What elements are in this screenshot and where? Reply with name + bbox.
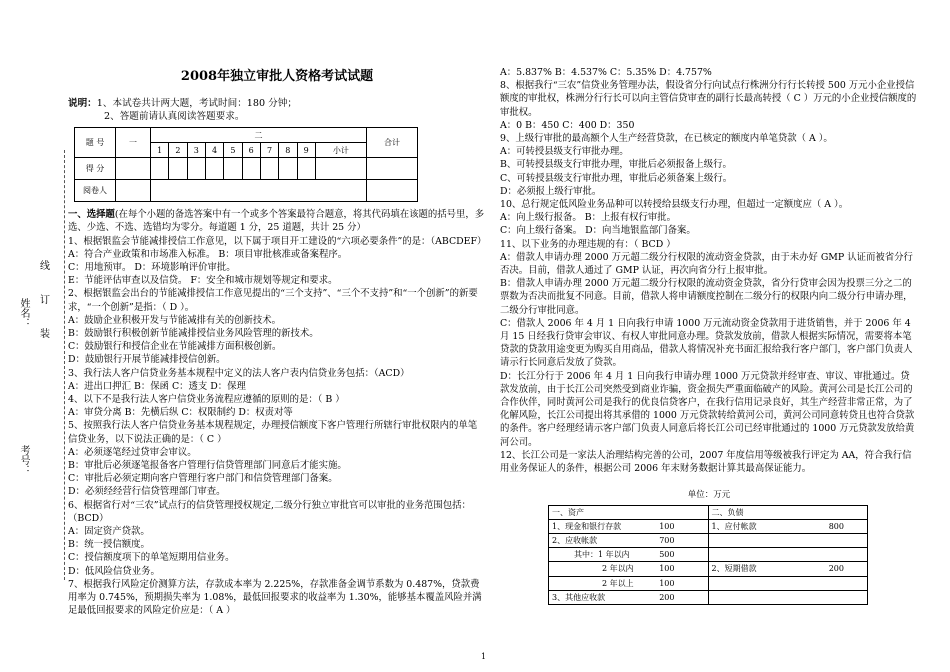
score-col-total: 合计 bbox=[367, 128, 418, 158]
question-line: 6、根据省行对“三农”试点行的信贷管理授权规定,二级分行独立审批官可以审批的业务范围包括：（BCD） bbox=[68, 499, 471, 524]
fin-label: 3、其他应收款 bbox=[552, 592, 606, 602]
exam-title: 2008年独立审批人资格考试试题 bbox=[180, 69, 374, 84]
question-line: C：授信额度项下的单笔短期用信业务。 bbox=[68, 552, 235, 564]
question-line: A：可转授县级支行审批办理。 bbox=[500, 146, 629, 158]
question-line: D：必须经经营行信贷管理部门审查。 bbox=[68, 486, 226, 498]
question-line: D：鼓励银行开展节能减排授信创新。 bbox=[68, 354, 226, 366]
score-col-two: 二 bbox=[151, 128, 367, 143]
name-label: 姓名： bbox=[18, 298, 29, 328]
fin-row-left bbox=[549, 562, 709, 576]
score-sub: 9 bbox=[297, 143, 315, 158]
fin-row-left bbox=[549, 576, 709, 590]
fin-value: 100 bbox=[659, 578, 675, 588]
fin-label: 1、应付帐款 bbox=[711, 521, 757, 531]
question-line: B：借款人申请办理 2000 万元超二级分行权限的流动资金贷款，省分行贷审会因为投票三分之二的票数为否决而批复不同意。目前，借款人将申请额度控制在二级分行的权限内向二级分行申请办理，二级分行审批同意。 bbox=[500, 278, 913, 316]
grader-row-label: 阅卷人 bbox=[75, 180, 116, 202]
question-line: 7、根据我行风险定价测算方法，存款成本率为 2.225%，存款准备金调节系数为 0.487%，贷款费用率为 0.745%，预期损失率为 1.08%，最低回报要求的收益率为 1.30%，能够基本覆盖风险并满足最低回报要求的风险定价应是：（ A ） bbox=[68, 578, 482, 617]
liabilities-header: 二、负债 bbox=[708, 505, 868, 519]
fin-row-left bbox=[549, 548, 709, 562]
page-number: 1 bbox=[481, 652, 487, 661]
score-sub: 1 bbox=[151, 143, 169, 158]
question-line: 10、总行规定低风险业务品种可以转授给县级支行办理，但超过一定额度应（ A ）。 bbox=[500, 199, 849, 211]
question-line: A：符合产业政策和市场准入标准。 B：项目审批核准或备案程序。 bbox=[68, 248, 348, 260]
financial-table bbox=[548, 505, 868, 605]
instructions-line2: 2、答题前请认真阅读答题要求。 bbox=[104, 111, 245, 123]
question-line: 12、长江公司是一家法人治理结构完善的公司，2007 年度信用等级被我行评定为 AA，符合我行信用业务保证人的条件，根据公司 2006 年末财务数据计算其最高保证能力。 bbox=[500, 449, 912, 475]
score-col-item: 题 号 bbox=[75, 128, 116, 158]
question-line: D：长江分行于 2006 年 4 月 1 日向我行申请办理 1000 万元贷款并经审查、审议、审批通过。贷款发放前，由于长江公司突然受到商业诈骗，资金损失严重面临破产的风险。黄河公司是长江公司的合作伙伴，同时黄河公司是我行的优良信贷客户，在我行信用记录良好，其生产经营非常正常，为了化解风险，长江公司提出将其承借的 1000 万元贷款转给黄河公司，黄河公司同意转贷且也符合贷款的条件。客户经理经请示客户部门负责人同意后将长江公司已经审批通过的 1000 万元贷款发放给黄河公司。 bbox=[500, 370, 915, 448]
binding-cut-line bbox=[64, 150, 65, 580]
question-line: 4、以下不是我行法人客户信贷业务流程应遵循的原则的是：（ B ） bbox=[68, 394, 345, 406]
question-line: D：必须报上级行审批。 bbox=[500, 185, 602, 197]
fin-row-right bbox=[708, 562, 868, 576]
assets-header: 一、资产 bbox=[549, 505, 709, 519]
question-line: A：借款人申请办理 2000 万元超二级分行权限的流动资金贷款，由于未办好 GMP 认证而被省分行否决。目前，借款人通过了 GMP 认证，再次向省分行上报审批。 bbox=[500, 251, 913, 277]
score-row-label: 得 分 bbox=[75, 158, 116, 180]
question-line: 9、上级行审批的最高额个人生产经营贷款，在已核定的额度内单笔贷款（ A ）。 bbox=[500, 133, 833, 145]
question-line: B：统一授信额度。 bbox=[68, 539, 150, 551]
fin-value: 500 bbox=[659, 550, 675, 560]
question-line: A：固定资产贷款。 bbox=[68, 526, 150, 538]
score-sub: 2 bbox=[169, 143, 187, 158]
fin-row-left bbox=[549, 590, 709, 604]
exam-number-label: 考号： bbox=[18, 445, 29, 475]
score-sub: 3 bbox=[187, 143, 205, 158]
fin-value: 200 bbox=[828, 564, 844, 574]
question-line: A：向上级行报备。 B：上报有权行审批。 bbox=[500, 212, 677, 224]
fin-label: 2、短期借款 bbox=[711, 564, 757, 574]
fin-row-right bbox=[708, 548, 868, 562]
margin-line-char: 线 bbox=[40, 261, 50, 272]
section-label: 一、选择题 bbox=[68, 209, 115, 221]
score-sub: 4 bbox=[205, 143, 223, 158]
financial-unit: 单位：万元 bbox=[687, 490, 731, 501]
fin-label: 2 年以上 bbox=[602, 578, 634, 588]
question-line: C：审批后必须定期向客户管理行客户部门和信贷管理部门备案。 bbox=[68, 473, 338, 485]
score-table bbox=[74, 127, 418, 202]
fin-row-left bbox=[549, 519, 709, 533]
fin-label: 其中：1 年以内 bbox=[574, 550, 630, 560]
question-line: A：必须逐笔经过贷审会审议。 bbox=[68, 446, 197, 458]
question-line: 11、以下业务的办理违规的有：（ BCD ） bbox=[500, 238, 676, 250]
instructions-line1: 1、本试卷共计两大题，考试时间：180 分钟； bbox=[96, 98, 297, 110]
fin-row-left bbox=[549, 533, 709, 547]
question-line: C：鼓励银行和授信企业在节能减排方面积极创新。 bbox=[68, 341, 282, 353]
fin-label: 2、应收帐款 bbox=[552, 535, 598, 545]
right-column bbox=[500, 66, 918, 605]
section-description: (在每个小题的备选答案中有一个或多个答案最符合题意，将其代码填在该题的括号里，多选、少选、不选、选错均为零分。每道题 1 分，25 道题，共计 25 分） bbox=[68, 209, 485, 234]
question-line: C：用地预审。 D：环境影响评价审批。 bbox=[68, 262, 236, 274]
fin-row-right bbox=[708, 533, 868, 547]
question-line: A：审贷分离 B：先横后纵 C：权限制约 D：权责对等 bbox=[68, 407, 293, 419]
fin-row-right bbox=[708, 519, 868, 533]
score-col-one: 一 bbox=[116, 128, 151, 158]
question-line: B：鼓励银行积极创新节能减排授信业务风险管理的新技术。 bbox=[68, 328, 319, 340]
left-column bbox=[68, 60, 486, 618]
question-line: 1、根据银监会节能减排授信工作意见，以下属于项目开工建设的“六项必要条件”的是：（ABCDEF） bbox=[68, 235, 487, 247]
score-sub: 7 bbox=[260, 143, 278, 158]
score-sub: 5 bbox=[224, 143, 242, 158]
question-line: 3、我行法人客户信贷业务基本规程中定义的法人客户表内信贷业务包括：（ACD） bbox=[68, 367, 410, 379]
question-line: A：5.837% B：4.537% C：5.35% D：4.757% bbox=[500, 67, 712, 78]
question-line: C、可转授县级支行审批办理，审批后必须备案上级行。 bbox=[500, 172, 733, 184]
fin-row-right bbox=[708, 576, 868, 590]
question-line: A：0 B：450 C：400 D：350 bbox=[500, 119, 635, 131]
fin-row-right bbox=[708, 590, 868, 604]
fin-value: 800 bbox=[828, 521, 844, 531]
score-sub: 6 bbox=[242, 143, 260, 158]
question-line: B、可转授县级支行审批办理，审批后必须报备上级行。 bbox=[500, 159, 732, 171]
margin-bind-char: 装 bbox=[40, 329, 50, 340]
fin-label: 1、现金和银行存款 bbox=[552, 521, 622, 531]
margin-order-char: 订 bbox=[40, 295, 50, 306]
fin-value: 100 bbox=[659, 564, 675, 574]
question-line: B：审批后必须逐笔报备客户管理行信贷管理部门同意后才能实施。 bbox=[68, 460, 347, 472]
question-line: D：低风险信贷业务。 bbox=[68, 565, 160, 577]
question-line: 8、根据我行“三农”信贷业务管理办法，假设省分行向试点行株洲分行行长转授 500 万元小企业授信额度的审批权，株洲分行行长可以向主管信贷审查的副行长最高转授（ C ）万元的小企业授信额度的审批权。 bbox=[500, 80, 917, 118]
instructions bbox=[68, 97, 486, 123]
fin-value: 200 bbox=[659, 592, 675, 602]
section-header bbox=[68, 208, 486, 234]
fin-value: 100 bbox=[659, 521, 675, 531]
question-line: A：进出口押汇 B：保函 C：透支 D：保理 bbox=[68, 380, 246, 392]
score-sub: 小计 bbox=[315, 143, 366, 158]
fin-label: 2 年以内 bbox=[602, 564, 634, 574]
question-line: A：鼓励企业积极开发与节能减排有关的创新技术。 bbox=[68, 314, 282, 326]
question-line: 5、按照我行法人客户信贷业务基本规程规定，办理授信额度下客户管理行所辖行审批权限内的单笔信贷业务，以下说法正确的是：（ C ） bbox=[68, 420, 478, 445]
score-sub: 8 bbox=[279, 143, 297, 158]
question-line: C：借款人 2006 年 4 月 1 日向我行申请 1000 万元流动资金贷款用于进货销售，并于 2006 年 4 月 15 日经我行贷审会审议、有权人审批同意办理。贷款发放前，借款人根据实际情况，需要将本笔贷款的贷款用途变更为购买自用商品，借款人将情况补充书面汇报给我行客户部门，客户部门负责人请示行长同意后发放了贷款。 bbox=[500, 317, 913, 369]
instructions-label: 说明： bbox=[68, 98, 97, 110]
question-line: 2、根据银监会出台的节能减排授信工作意见提出的“三个支持”、“三个不支持”和“一个创新”的新要求，“一个创新”是指：（ D ）。 bbox=[68, 288, 478, 313]
question-line: E：节能评估审查以及信贷。 F：安全和城市规划等规定和要求。 bbox=[68, 275, 338, 287]
fin-value: 700 bbox=[659, 535, 675, 545]
question-line: C：向上级行备案。 D：向当地银监部门备案。 bbox=[500, 225, 696, 237]
